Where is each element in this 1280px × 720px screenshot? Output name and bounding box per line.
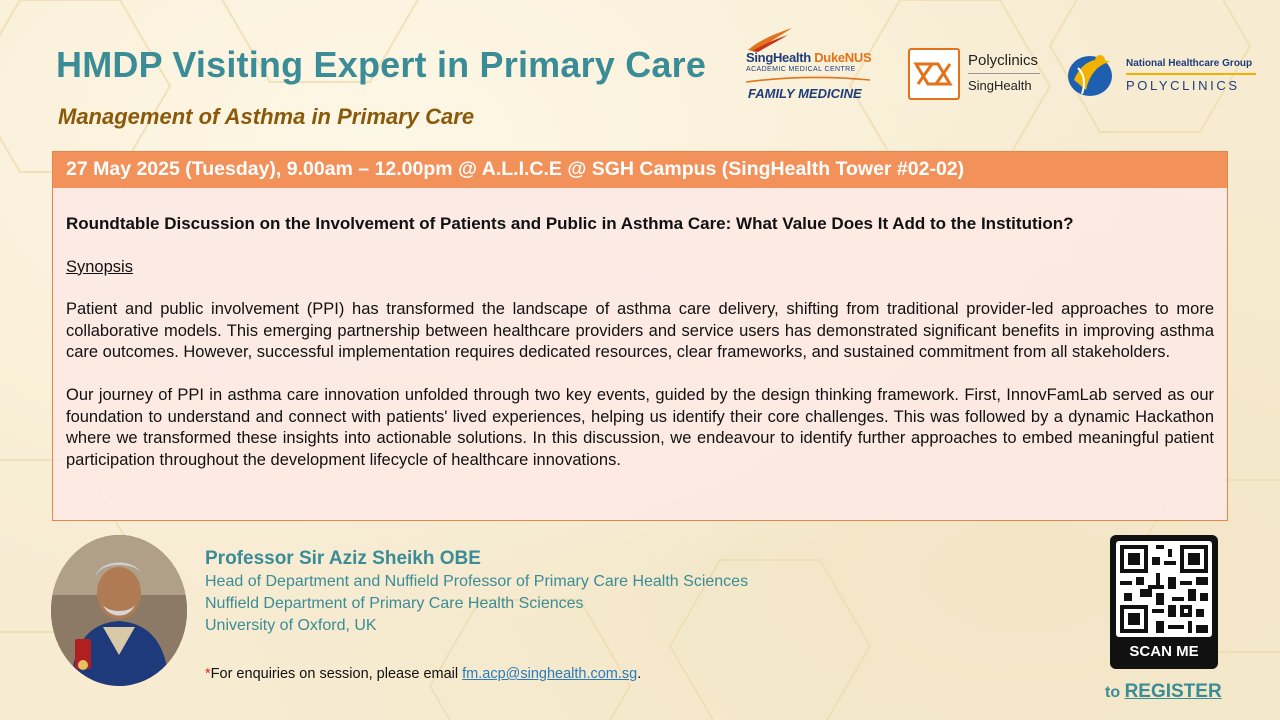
logo-divider	[1126, 73, 1256, 75]
polyclinics-logo-subtitle: SingHealth	[968, 78, 1032, 93]
nhg-polyclinics-logo	[1064, 50, 1260, 98]
singhealth-dukenus-logo	[742, 26, 874, 104]
nhg-logo-subtitle: POLYCLINICS	[1126, 78, 1240, 93]
register-prefix: to	[1105, 684, 1121, 701]
synopsis-heading: Synopsis	[66, 257, 133, 276]
polyclinics-logo-title: Polyclinics	[968, 52, 1039, 69]
speaker-title: Head of Department and Nuffield Professor of Primary Care Health Sciences	[205, 573, 749, 590]
enquiry-note: *For enquiries on session, please email fm.acp@singhealth.com.sg.	[205, 666, 642, 682]
logo-family-medicine-text: FAMILY MEDICINE	[748, 86, 862, 101]
synopsis-paragraph-2: Our journey of PPI in asthma care innovation unfolded through two key events, guided by the design thinking framework. First, InnovFamLab served as our foundation to understand and connect with patients' lived experiences, helping us identify their core challenges. This was followed by a dynamic Hackathon where we transformed these insights into actionable solutions. In this discussion, we endeavour to identify further approaches to embed meaningful patient participation throughout the development lifecycle of healthcare innovations.	[66, 385, 1214, 469]
register-qr-code[interactable]	[1110, 535, 1218, 669]
singhealth-polyclinics-logo	[906, 46, 1046, 102]
session-box	[52, 151, 1228, 521]
page-subtitle: Management of Asthma in Primary Care	[58, 104, 475, 129]
speaker-institution: University of Oxford, UK	[205, 617, 377, 634]
logo-singhealth-dukenus-text: SingHealth DukeNUS	[746, 50, 872, 65]
speaker-name: Professor Sir Aziz Sheikh OBE	[205, 548, 481, 569]
speaker-photo	[51, 535, 187, 686]
session-datetime-venue: 27 May 2025 (Tuesday), 9.00am – 12.00pm @ A.L.I.C.E @ SGH Campus (SingHealth Tower #02-02)	[53, 152, 1227, 188]
speaker-department: Nuffield Department of Primary Care Health Sciences	[205, 595, 584, 612]
qr-code-icon	[1116, 541, 1212, 637]
swoosh-icon	[742, 26, 802, 52]
session-title: Roundtable Discussion on the Involvement of Patients and Public in Asthma Care: What Value Does It Add to the Institution?	[66, 214, 1074, 233]
nhg-logo-title: National Healthcare Group	[1126, 58, 1253, 69]
logo-amc-text: ACADEMIC MEDICAL CENTRE	[746, 66, 856, 73]
logo-divider	[968, 73, 1040, 74]
logo-divider	[746, 76, 870, 84]
session-body	[53, 213, 1227, 471]
scan-me-label: SCAN ME	[1129, 643, 1199, 660]
synopsis-paragraph-1: Patient and public involvement (PPI) has transformed the landscape of asthma care delivery, shifting from traditional provider-led approaches to more collaborative models. This emerging partnership between healthcare providers and service users has demonstrated significant benefits in improving asthma care outcomes. However, successful implementation requires dedicated resources, clear frameworks, and sustained commitment from all stakeholders.	[66, 300, 1214, 362]
register-link[interactable]: REGISTER	[1124, 681, 1222, 702]
nhg-globe-icon	[1064, 50, 1120, 98]
polyclinics-mark-icon	[908, 48, 960, 100]
enquiry-email-link[interactable]: fm.acp@singhealth.com.sg	[462, 666, 638, 682]
register-link-group	[1105, 681, 1222, 703]
page-title: HMDP Visiting Expert in Primary Care	[56, 44, 707, 85]
